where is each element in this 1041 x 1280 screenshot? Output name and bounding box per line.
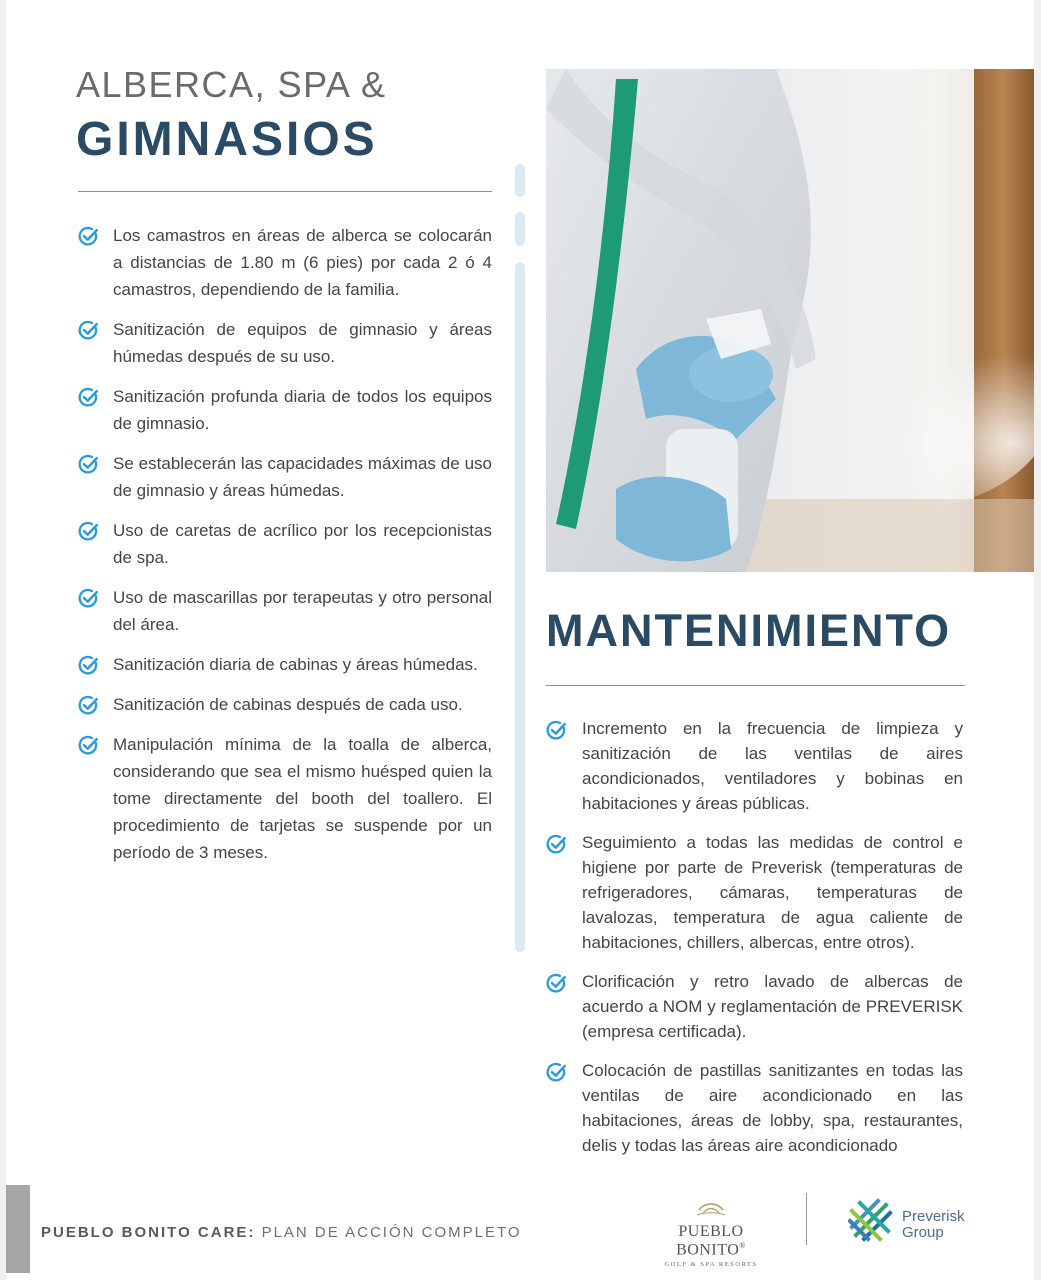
list-item-text: Clorificación y retro lavado de albercas de acuerdo a NOM y reglamentación de PREVERISK (empresa certificada). [582,972,963,1041]
list-item [78,222,492,303]
list-item [78,584,492,638]
list-item [78,731,492,866]
check-circle-icon [78,521,99,542]
check-circle-icon [78,735,99,756]
preverisk-weave-icon [848,1197,894,1243]
check-circle-icon [546,720,567,741]
column-divider-segment [515,164,525,197]
list-item [78,383,492,437]
list-item-text: Manipulación mínima de la toalla de alberca, considerando que sea el mismo huésped quien la tome directamente del booth del toallero. El procedimiento de tarjetas se suspende por un período de 3 meses. [113,735,492,862]
list-item-text: Se establecerán las capacidades máximas de uso de gimnasio y áreas húmedas. [113,454,492,500]
preverisk-logo [848,1195,1008,1245]
check-circle-icon [78,655,99,676]
list-item-text: Uso de caretas de acrílico por los recepcionistas de spa. [113,521,492,567]
list-item [78,651,492,678]
list-item-text: Los camastros en áreas de alberca se colocarán a distancias de 1.80 m (6 pies) por cada 2 ó 4 camastros, dependiendo de la familia. [113,226,492,299]
list-item-text: Incremento en la frecuencia de limpieza y sanitización de las ventilas de aires acondicionados, ventiladores y bobinas en habitaciones y áreas públicas. [582,719,963,813]
left-heading-rule [78,191,492,192]
footer-separator: : [248,1224,256,1241]
check-circle-icon [78,695,99,716]
check-circle-icon [546,1062,567,1083]
check-circle-icon [78,387,99,408]
preverisk-name: Preverisk [902,1208,965,1225]
check-circle-icon [78,454,99,475]
list-item-text: Uso de mascarillas por terapeutas y otro personal del área. [113,588,492,634]
cleaning-worker-photo [546,69,1034,572]
sun-wave-icon [693,1196,729,1216]
mantenimiento-title: MANTENIMIENTO [546,605,952,656]
photo-illustration [546,69,1034,572]
list-item-text: Sanitización diaria de cabinas y áreas húmedas. [113,655,478,674]
pueblo-bonito-wordmark [646,1223,776,1259]
list-item-text: Sanitización de equipos de gimnasio y áreas húmedas después de su uso. [113,320,492,366]
section-title-main: GIMNASIOS [76,113,378,166]
page [6,0,1034,1280]
list-item [546,830,963,955]
list-item-text: Seguimiento a todas las medidas de control e higiene por parte de Preverisk (temperaturas de refrigeradores, cámaras, temperaturas de lavalozas, temperatura de agua caliente de habitaciones, chillers, albercas, entre otros). [582,833,963,952]
column-divider-bar [515,262,525,952]
list-item [78,691,492,718]
pueblo-bonito-logo [646,1196,776,1268]
list-item [78,450,492,504]
left-bullet-list [78,222,492,879]
check-circle-icon [78,226,99,247]
pueblo-bonito-name: PUEBLO BONITO [676,1223,744,1259]
check-circle-icon [546,834,567,855]
list-item [78,517,492,571]
list-item [78,316,492,370]
right-heading-rule [546,685,965,686]
footer-accent-bar [6,1185,30,1273]
preverisk-wordmark [902,1209,965,1241]
list-item [546,969,963,1044]
preverisk-group: Group [902,1224,944,1241]
footer-subtitle: PLAN DE ACCIÓN COMPLETO [255,1224,522,1241]
list-item-text: Sanitización de cabinas después de cada uso. [113,695,463,714]
check-circle-icon [78,320,99,341]
list-item [546,716,963,816]
right-bullet-list [546,716,963,1172]
footer-caption [41,1224,522,1241]
footer-brand: PUEBLO BONITO CARE [41,1224,249,1241]
column-divider-segment [515,212,525,246]
list-item [546,1058,963,1158]
section-title-top: ALBERCA, SPA & [76,64,387,105]
logo-separator [806,1193,807,1245]
check-circle-icon [78,588,99,609]
list-item-text: Colocación de pastillas sanitizantes en todas las ventilas de aire acondicionado en las habitaciones, áreas de lobby, spa, restaurantes, delis y todas las áreas aire acondicionado [582,1061,963,1155]
list-item-text: Sanitización profunda diaria de todos los equipos de gimnasio. [113,387,492,433]
pueblo-bonito-registered-mark: ® [739,1241,746,1250]
check-circle-icon [546,973,567,994]
pueblo-bonito-tagline: GOLF & SPA RESORTS [664,1261,758,1269]
